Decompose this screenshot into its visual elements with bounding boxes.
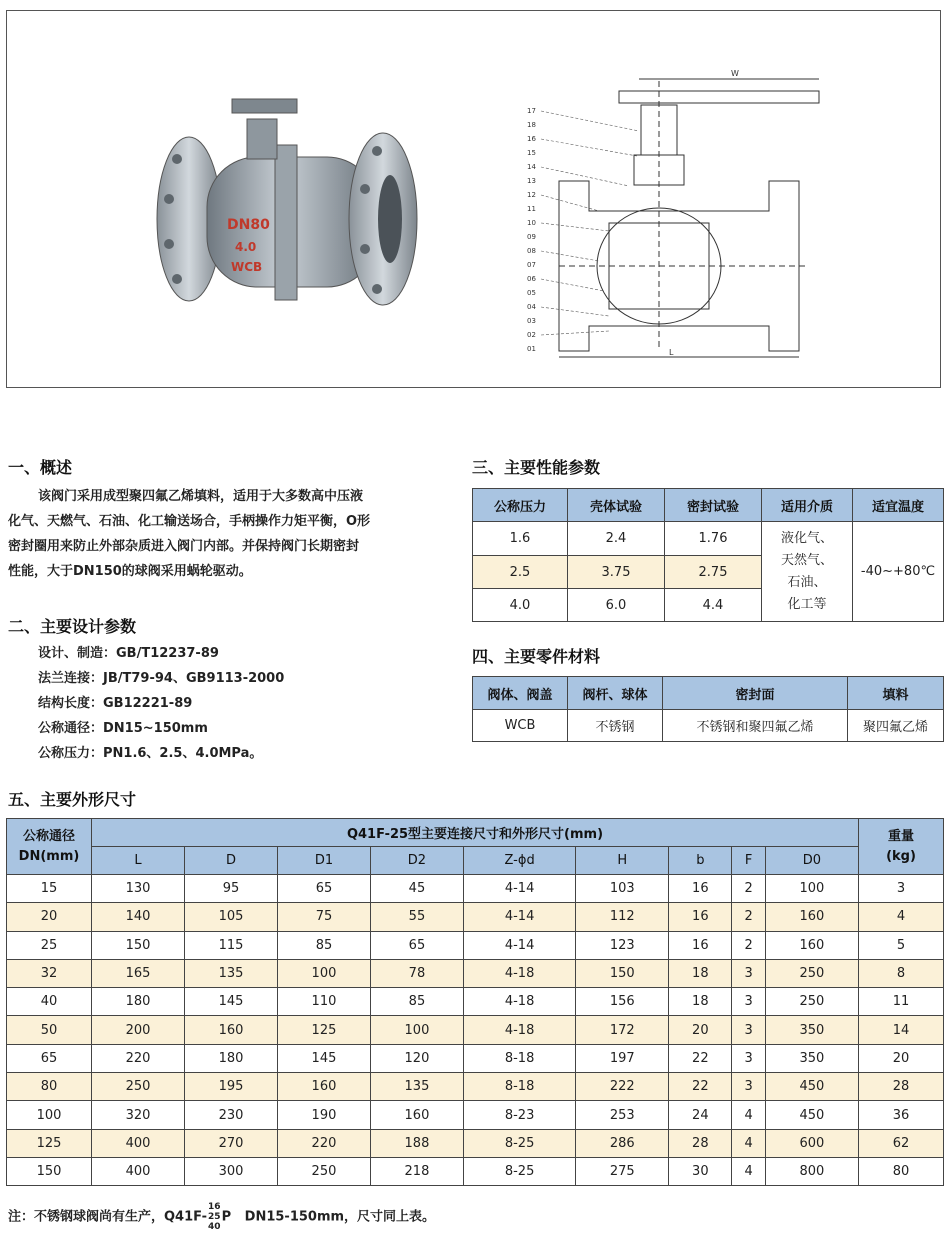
drawing-part-label: 17	[527, 107, 536, 115]
table-cell: 2.4	[568, 522, 665, 556]
table-cell: 218	[370, 1157, 463, 1185]
table-cell: 1.76	[665, 522, 762, 556]
section-performance-title: 三、主要性能参数	[472, 458, 601, 477]
col-header: D2	[370, 847, 463, 875]
materials-table	[472, 676, 944, 742]
col-header: L	[92, 847, 185, 875]
table-cell: 6.0	[568, 589, 665, 622]
design-param-item: 公称压力：PN1.6、2.5、4.0MPa。	[38, 746, 263, 761]
table-cell: 160	[765, 903, 858, 931]
table-cell: 80	[859, 1157, 944, 1185]
table-row	[7, 1101, 944, 1129]
drawing-part-label: 12	[527, 191, 536, 199]
table-cell: 32	[7, 959, 92, 987]
table-cell: 3	[732, 1073, 765, 1101]
table-cell: 65	[277, 875, 370, 903]
table-cell: 100	[370, 1016, 463, 1044]
table-cell: 24	[669, 1101, 732, 1129]
drawing-part-label: 16	[527, 135, 536, 143]
table-cell: 4-14	[463, 903, 575, 931]
table-cell: 160	[370, 1101, 463, 1129]
table-cell: 160	[277, 1073, 370, 1101]
table-cell: 165	[92, 959, 185, 987]
table-cell: 4-18	[463, 959, 575, 987]
header-line: (kg)	[886, 848, 916, 864]
drawing-part-label: 10	[527, 219, 536, 227]
table-row	[7, 1016, 944, 1044]
drawing-part-label: 08	[527, 247, 536, 255]
table-cell: 8-18	[463, 1044, 575, 1072]
table-cell: 270	[184, 1129, 277, 1157]
table-cell: 22	[669, 1073, 732, 1101]
footnote-suffix-p: P	[221, 1209, 232, 1225]
design-params-list	[38, 641, 284, 766]
pressure-fraction	[208, 1202, 221, 1232]
table-cell: 180	[184, 1044, 277, 1072]
table-cell: 110	[277, 988, 370, 1016]
drawing-part-label: 02	[527, 331, 536, 339]
col-header: 公称压力	[473, 489, 568, 522]
table-cell: 28	[859, 1073, 944, 1101]
table-cell: 55	[370, 903, 463, 931]
col-header: 适宜温度	[853, 489, 944, 522]
table-cell: 15	[7, 875, 92, 903]
table-cell: 320	[92, 1101, 185, 1129]
table-cell: 150	[576, 959, 669, 987]
table-cell: 65	[370, 931, 463, 959]
table-cell: 65	[7, 1044, 92, 1072]
drawing-part-label: 01	[527, 345, 536, 353]
table-cell: 78	[370, 959, 463, 987]
col-header: 填料	[848, 677, 944, 710]
table-cell: 450	[765, 1101, 858, 1129]
table-cell: 197	[576, 1044, 669, 1072]
table-cell: 200	[92, 1016, 185, 1044]
table-row	[7, 1157, 944, 1185]
table-cell: 195	[184, 1073, 277, 1101]
table-cell: 400	[92, 1129, 185, 1157]
table-cell: WCB	[473, 710, 568, 742]
table-cell: 100	[277, 959, 370, 987]
valve-marking-size: DN80	[227, 217, 270, 233]
col-header: Z-ϕd	[463, 847, 575, 875]
table-cell: 300	[184, 1157, 277, 1185]
table-row	[7, 988, 944, 1016]
table-cell: 3	[732, 1044, 765, 1072]
table-cell: 3	[732, 1016, 765, 1044]
footnote-tail: DN15-150mm，尺寸同上表。	[244, 1209, 436, 1225]
overview-line: 化气、天燃气、石油、化工输送场合，手柄操作力矩平衡，O形	[8, 514, 371, 529]
table-cell: 85	[277, 931, 370, 959]
table-cell: 125	[277, 1016, 370, 1044]
table-cell: 140	[92, 903, 185, 931]
table-row	[7, 1073, 944, 1101]
table-cell: 135	[184, 959, 277, 987]
col-header-group: Q41F-25型主要连接尺寸和外形尺寸(mm)	[92, 819, 859, 847]
section-dimensions-title: 五、主要外形尺寸	[8, 790, 137, 809]
table-cell: 30	[669, 1157, 732, 1185]
table-cell: 4-18	[463, 988, 575, 1016]
table-cell: 50	[7, 1016, 92, 1044]
table-row	[473, 522, 944, 556]
drawing-part-label: 11	[527, 205, 536, 213]
footnote	[8, 1202, 435, 1232]
table-cell: 150	[92, 931, 185, 959]
table-row	[473, 710, 944, 742]
medium-line: 天然气、	[780, 552, 833, 568]
table-cell: 4-14	[463, 875, 575, 903]
valve-marking-pressure: 4.0	[235, 240, 257, 254]
table-cell: 160	[765, 931, 858, 959]
table-cell: 120	[370, 1044, 463, 1072]
table-row	[7, 931, 944, 959]
overview-paragraph	[8, 484, 448, 584]
table-cell: 350	[765, 1044, 858, 1072]
table-cell: 62	[859, 1129, 944, 1157]
drawing-dimension-l: L	[669, 348, 674, 357]
table-cell: 16	[669, 875, 732, 903]
drawing-part-label: 05	[527, 289, 536, 297]
table-cell: 4.0	[473, 589, 568, 622]
col-header: 阀杆、球体	[568, 677, 663, 710]
table-cell: 450	[765, 1073, 858, 1101]
table-cell: 2	[732, 875, 765, 903]
table-cell: 4-18	[463, 1016, 575, 1044]
drawing-part-label: 04	[527, 303, 536, 311]
medium-cell	[762, 522, 853, 622]
drawing-part-label: 13	[527, 177, 536, 185]
medium-line: 化工等	[787, 596, 827, 612]
table-cell: 4	[732, 1129, 765, 1157]
table-cell: 105	[184, 903, 277, 931]
drawing-part-label: 15	[527, 149, 536, 157]
table-cell: 180	[92, 988, 185, 1016]
table-cell: 不锈钢	[568, 710, 663, 742]
section-design-params-title: 二、主要设计参数	[8, 617, 137, 636]
table-cell: 145	[184, 988, 277, 1016]
table-row	[7, 903, 944, 931]
table-cell: 115	[184, 931, 277, 959]
table-row	[7, 875, 944, 903]
table-cell: 25	[7, 931, 92, 959]
table-cell: 18	[669, 959, 732, 987]
table-cell: 190	[277, 1101, 370, 1129]
design-param-item: 公称通径：DN15~150mm	[38, 721, 208, 736]
table-cell: 40	[7, 988, 92, 1016]
product-image-frame	[6, 10, 941, 388]
drawing-part-label: 03	[527, 317, 536, 325]
table-cell: 20	[669, 1016, 732, 1044]
temperature-cell: -40~+80℃	[853, 522, 944, 622]
table-cell: 172	[576, 1016, 669, 1044]
drawing-part-label: 18	[527, 121, 536, 129]
col-header: D	[184, 847, 277, 875]
table-cell: 4	[732, 1101, 765, 1129]
table-cell: 400	[92, 1157, 185, 1185]
table-cell: 85	[370, 988, 463, 1016]
col-header: 适用介质	[762, 489, 853, 522]
table-row	[7, 1129, 944, 1157]
table-cell: 220	[277, 1129, 370, 1157]
ball-valve-photo	[147, 79, 427, 329]
col-header: F	[732, 847, 765, 875]
table-cell: 8-25	[463, 1157, 575, 1185]
table-cell: 222	[576, 1073, 669, 1101]
col-header: 阀体、阀盖	[473, 677, 568, 710]
col-header: H	[576, 847, 669, 875]
section-materials-title: 四、主要零件材料	[472, 647, 601, 666]
table-cell: 135	[370, 1073, 463, 1101]
footnote-prefix: 注：不锈钢球阀尚有生产，Q41F-	[8, 1209, 208, 1225]
design-param-item: 设计、制造：GB/T12237-89	[38, 646, 219, 661]
table-cell: 103	[576, 875, 669, 903]
table-cell: 4-14	[463, 931, 575, 959]
col-header-dn	[7, 819, 92, 875]
table-cell: 250	[277, 1157, 370, 1185]
table-cell: 3	[859, 875, 944, 903]
table-cell: 18	[669, 988, 732, 1016]
drawing-dimension-w: W	[731, 69, 739, 78]
drawing-part-label: 09	[527, 233, 536, 241]
table-cell: 8-18	[463, 1073, 575, 1101]
section-overview-title: 一、概述	[8, 458, 73, 477]
col-header: b	[669, 847, 732, 875]
table-cell: 100	[7, 1101, 92, 1129]
table-cell: 5	[859, 931, 944, 959]
medium-line: 石油、	[787, 574, 827, 590]
table-cell: 22	[669, 1044, 732, 1072]
header-line: 重量	[887, 828, 914, 844]
table-cell: 4	[859, 903, 944, 931]
drawing-part-label: 07	[527, 261, 536, 269]
table-cell: 600	[765, 1129, 858, 1157]
table-cell: 28	[669, 1129, 732, 1157]
overview-line: 该阀门采用成型聚四氟乙烯填料，适用于大多数高中压液	[38, 489, 364, 504]
overview-line: 密封圈用来防止外部杂质进入阀门内部。并保持阀门长期密封	[8, 539, 360, 554]
col-header-weight	[859, 819, 944, 875]
table-cell: 95	[184, 875, 277, 903]
table-cell: 45	[370, 875, 463, 903]
table-cell: 350	[765, 1016, 858, 1044]
table-cell: 250	[765, 988, 858, 1016]
table-cell: 125	[7, 1129, 92, 1157]
table-cell: 2.5	[473, 556, 568, 589]
table-cell: 2	[732, 931, 765, 959]
performance-table	[472, 488, 944, 622]
table-cell: 123	[576, 931, 669, 959]
table-cell: 100	[765, 875, 858, 903]
fraction-top: 16	[208, 1202, 221, 1212]
table-cell: 3	[732, 959, 765, 987]
col-header: 壳体试验	[568, 489, 665, 522]
table-cell: 8-25	[463, 1129, 575, 1157]
table-cell: 275	[576, 1157, 669, 1185]
table-cell: 8-23	[463, 1101, 575, 1129]
table-cell: 3	[732, 988, 765, 1016]
table-cell: 2	[732, 903, 765, 931]
table-cell: 253	[576, 1101, 669, 1129]
table-cell: 230	[184, 1101, 277, 1129]
table-cell: 188	[370, 1129, 463, 1157]
header-line: DN(mm)	[18, 848, 80, 864]
table-cell: 130	[92, 875, 185, 903]
table-cell: 80	[7, 1073, 92, 1101]
valve-section-drawing	[519, 61, 829, 361]
table-cell: 14	[859, 1016, 944, 1044]
table-cell: 8	[859, 959, 944, 987]
table-row	[7, 1044, 944, 1072]
table-cell: 150	[7, 1157, 92, 1185]
table-cell: 112	[576, 903, 669, 931]
design-param-item: 结构长度：GB12221-89	[38, 696, 193, 711]
header-line: 公称通径	[22, 828, 75, 844]
col-header: 密封试验	[665, 489, 762, 522]
table-cell: 286	[576, 1129, 669, 1157]
table-cell: 聚四氟乙烯	[848, 710, 944, 742]
table-cell: 250	[765, 959, 858, 987]
table-row	[7, 959, 944, 987]
table-cell: 2.75	[665, 556, 762, 589]
table-cell: 4.4	[665, 589, 762, 622]
drawing-part-label: 06	[527, 275, 536, 283]
table-cell: 800	[765, 1157, 858, 1185]
table-cell: 3.75	[568, 556, 665, 589]
col-header: 密封面	[663, 677, 848, 710]
col-header: D1	[277, 847, 370, 875]
valve-marking-material: WCB	[231, 260, 263, 274]
col-header: D0	[765, 847, 858, 875]
table-cell: 1.6	[473, 522, 568, 556]
table-cell: 20	[7, 903, 92, 931]
table-cell: 16	[669, 903, 732, 931]
overview-line: 性能，大于DN150的球阀采用蜗轮驱动。	[8, 564, 252, 579]
design-param-item: 法兰连接：JB/T79-94、GB9113-2000	[38, 671, 285, 686]
drawing-part-label: 14	[527, 163, 536, 171]
table-cell: 160	[184, 1016, 277, 1044]
table-cell: 250	[92, 1073, 185, 1101]
fraction-bottom: 40	[208, 1222, 221, 1232]
dimensions-table	[6, 818, 944, 1186]
medium-line: 液化气、	[780, 530, 833, 546]
table-cell: 156	[576, 988, 669, 1016]
table-cell: 220	[92, 1044, 185, 1072]
table-cell: 16	[669, 931, 732, 959]
table-cell: 36	[859, 1101, 944, 1129]
table-cell: 20	[859, 1044, 944, 1072]
fraction-mid: 25	[208, 1212, 221, 1222]
table-cell: 75	[277, 903, 370, 931]
table-cell: 不锈钢和聚四氟乙烯	[663, 710, 848, 742]
table-cell: 145	[277, 1044, 370, 1072]
table-cell: 4	[732, 1157, 765, 1185]
table-cell: 11	[859, 988, 944, 1016]
